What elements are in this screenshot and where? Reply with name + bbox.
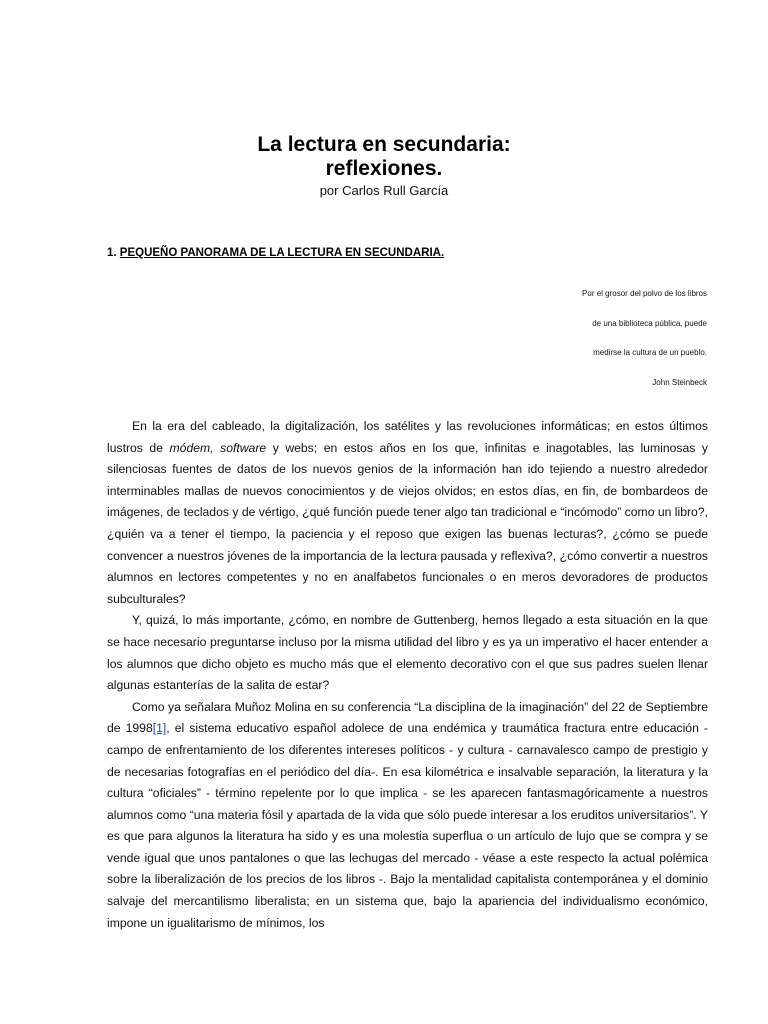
epigraph <box>347 288 707 406</box>
epigraph-line: Por el grosor del polvo de los libros <box>582 289 707 298</box>
document-author: por Carlos Rull García <box>319 183 449 198</box>
epigraph-attribution: John Steinbeck <box>652 377 707 387</box>
paragraph <box>107 697 708 935</box>
emphasis-text: módem, software <box>169 440 267 455</box>
epigraph-line: medirse la cultura de un pueblo. <box>593 348 707 357</box>
body-text <box>107 416 708 934</box>
paragraph <box>107 416 708 610</box>
section-title: PEQUEÑO PANORAMA DE LA LECTURA EN SECUNDARIA. <box>119 247 445 259</box>
paragraph-text: En la era del cableado, la digitalización, los satélites y las revoluciones informáticas; en estos últimos lustros de <box>107 419 708 455</box>
section-heading <box>107 247 444 259</box>
footnote-link[interactable]: [1] <box>152 721 167 736</box>
epigraph-line: de una biblioteca pública, puede <box>592 318 707 328</box>
paragraph-text: , el sistema educativo español adolece de una endémica y traumática fractura entre educación - campo de enfrentamiento de los diferentes intereses políticos - y cultura - carnavalesco campo de prestigio y de necesarias fotografías en el periódico del día-. En esa kilométrica e insalvable separación, la literatura y la cultura “oficiales” - término repelente por lo que implica - se les aparecen fantasmagóricamente a nuestros alumnos como “una materia fósil y apartada de la vida que sólo puede interesar a los eruditos universitarios”. Y es que para algunos la literatura ha sido y es una molestia superflua o un artículo de lujo que se compra y se vende igual que unos pantalones o que las lechugas del mercado - véase a este respecto la actual polémica sobre la liberalización de los precios de los libros -. Bajo la mentalidad capitalista contemporánea y el dominio salvaje del mercantilismo liberalista; en un sistema que, bajo la apariencia del individualismo económico, impone un igualitarismo de mínimos, los <box>107 721 708 930</box>
paragraph: Y, quizá, lo más importante, ¿cómo, en nombre de Guttenberg, hemos llegado a esta situación en la que se hace necesario preguntarse incluso por la misma utilidad del libro y es ya un imperativo el hacer entender a los alumnos que dicho objeto es mucho más que el elemento decorativo con el que sus padres suelen llenar algunas estanterías de la salita de estar? <box>107 613 708 693</box>
section-number: 1. <box>107 247 117 259</box>
document-title-line2: reflexiones. <box>325 157 443 180</box>
paragraph-text: y webs; en estos años en los que, infinitas e inagotables, las luminosas y silenciosas fuentes de datos de los nuevos genios de la información han ido tejiendo a nuestro alrededor interminables mallas de nuevos conocimientos y de viejos olvidos; en estos días, en fin, de bombardeos de imágenes, de teclados y de vértigo, ¿qué función puede tener algo tan tradicional e “incómodo” como un libro?, ¿quién va a tener el tiempo, la paciencia y el reposo que exigen las buenas lecturas?, ¿cómo se puede convencer a nuestros jóvenes de la importancia de la lectura pausada y reflexiva?, ¿cómo convertir a nuestros alumnos en lectores competentes y no en analfabetos funcionales o en meros devoradores de productos subculturales? <box>107 440 708 606</box>
title-block <box>0 133 768 199</box>
document-title-line1: La lectura en secundaria: <box>257 133 511 156</box>
paragraph-text: Como ya señalara Muñoz Molina en su conferencia “La disciplina de la imaginación” del 22 de Septiembre de 1998 <box>107 699 708 736</box>
